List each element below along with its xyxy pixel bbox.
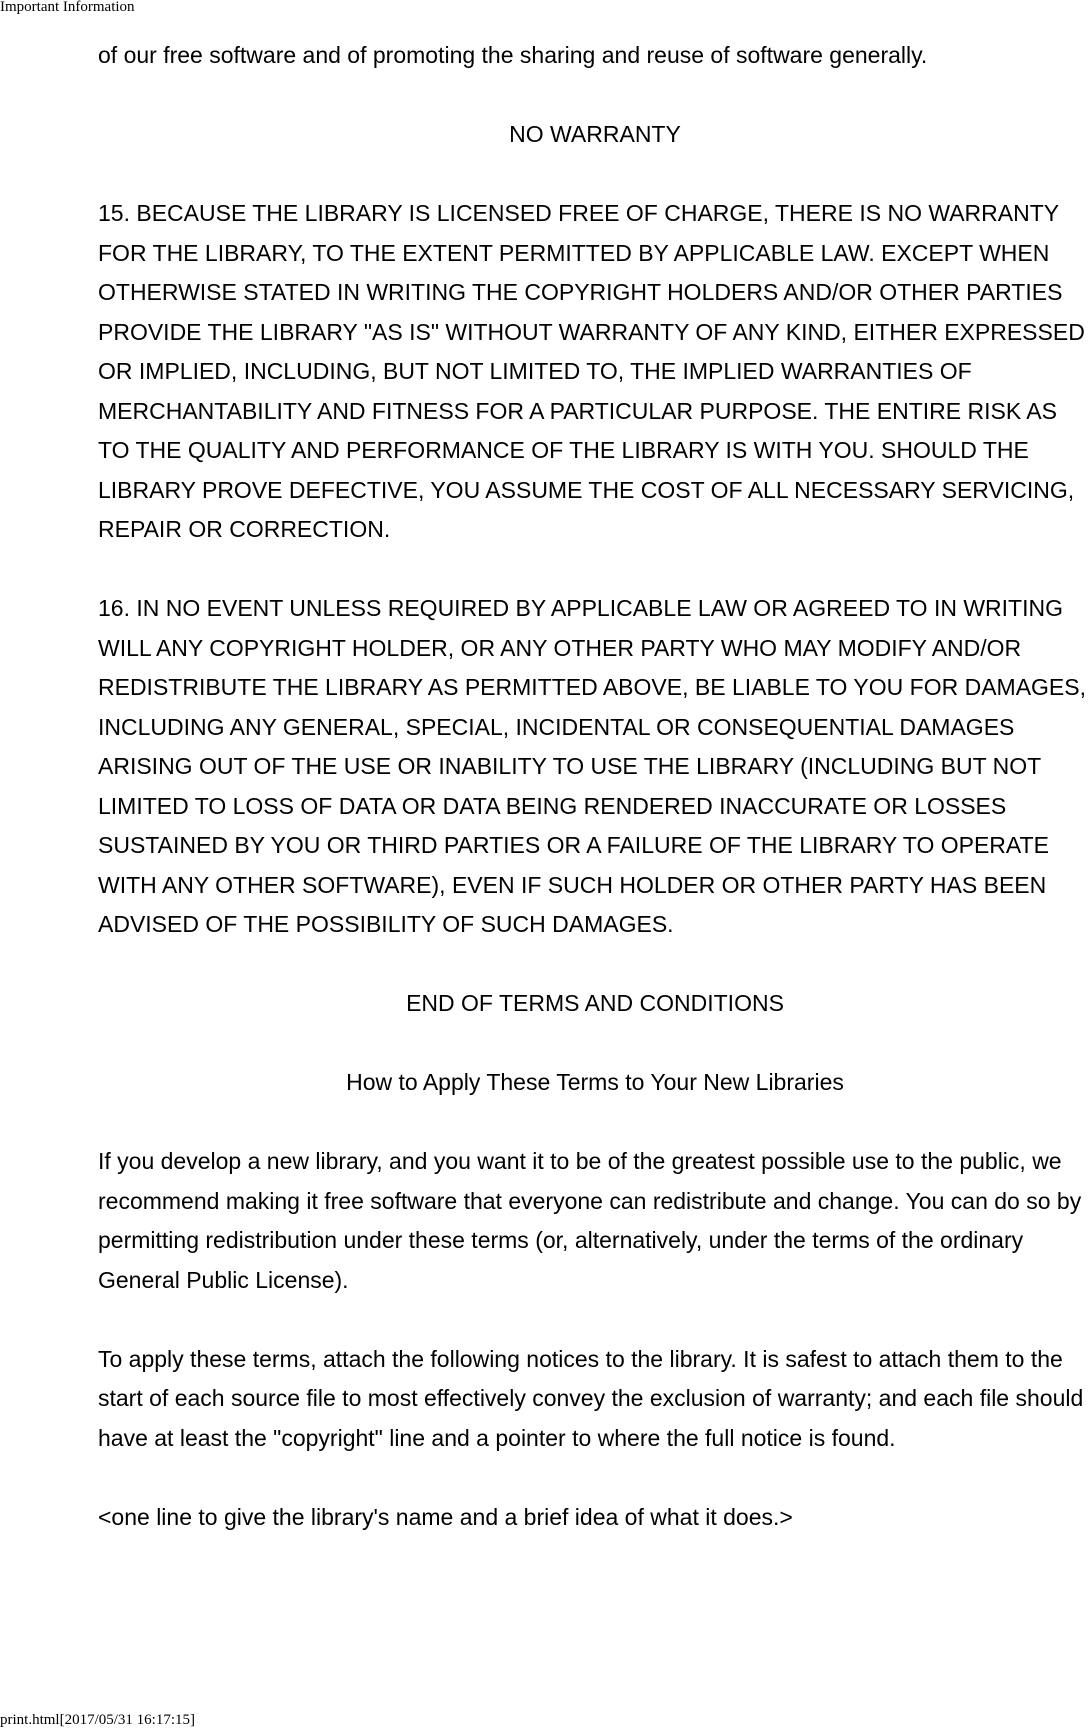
heading-how-to-apply: How to Apply These Terms to Your New Libraries	[346, 1069, 844, 1095]
heading-end-of-terms: END OF TERMS AND CONDITIONS	[406, 990, 784, 1016]
license-text	[98, 36, 1091, 1577]
paragraph-library-name-line: <one line to give the library's name and a brief idea of what it does.>	[98, 1503, 793, 1530]
paragraph-section-16: 16. IN NO EVENT UNLESS REQUIRED BY APPLICABLE LAW OR AGREED TO IN WRITING WILL ANY COPYRIGHT HOLDER, OR ANY OTHER PARTY WHO MAY MODIFY AND/OR REDISTRIBUTE THE LIBRARY AS PERMITTED ABOVE, BE LIABLE TO YOU FOR DAMAGES, INCLUDING ANY GENERAL, SPECIAL, INCIDENTAL OR CONSEQUENTIAL DAMAGES ARISING OUT OF THE USE OR INABILITY TO USE THE LIBRARY (INCLUDING BUT NOT LIMITED TO LOSS OF DATA OR DATA BEING RENDERED INACCURATE OR LOSSES SUSTAINED BY YOU OR THIRD PARTIES OR A FAILURE OF THE LIBRARY TO OPERATE WITH ANY OTHER SOFTWARE), EVEN IF SUCH HOLDER OR OTHER PARTY HAS BEEN ADVISED OF THE POSSIBILITY OF SUCH DAMAGES.	[98, 595, 1087, 937]
print-header: Important Information	[0, 0, 135, 15]
paragraph-intro-continuation: of our free software and of promoting the sharing and reuse of software generally.	[98, 42, 928, 68]
paragraph-section-15: 15. BECAUSE THE LIBRARY IS LICENSED FREE OF CHARGE, THERE IS NO WARRANTY FOR THE LIBRARY, TO THE EXTENT PERMITTED BY APPLICABLE LAW. EXCEPT WHEN OTHERWISE STATED IN WRITING THE COPYRIGHT HOLDERS AND/OR OTHER PARTIES PROVIDE THE LIBRARY "AS IS" WITHOUT WARRANTY OF ANY KIND, EITHER EXPRESSED OR IMPLIED, INCLUDING, BUT NOT LIMITED TO, THE IMPLIED WARRANTIES OF MERCHANTABILITY AND FITNESS FOR A PARTICULAR PURPOSE. THE ENTIRE RISK AS TO THE QUALITY AND PERFORMANCE OF THE LIBRARY IS WITH YOU. SHOULD THE LIBRARY PROVE DEFECTIVE, YOU ASSUME THE COST OF ALL NECESSARY SERVICING, REPAIR OR CORRECTION.	[98, 200, 1085, 542]
print-footer: print.html[2017/05/31 16:17:15]	[0, 1712, 195, 1728]
heading-no-warranty: NO WARRANTY	[509, 121, 681, 147]
paragraph-develop-library: If you develop a new library, and you want it to be of the greatest possible use to the public, we recommend making it free software that everyone can redistribute and change. You can do so by permitting redistribution under these terms (or, alternatively, under the terms of the ordinary General Public License).	[98, 1148, 1082, 1293]
paragraph-apply-terms: To apply these terms, attach the following notices to the library. It is safest to attach them to the start of each source file to most effectively convey the exclusion of warranty; and each file should have at least the "copyright" line and a pointer to where the full notice is found.	[98, 1345, 1084, 1451]
